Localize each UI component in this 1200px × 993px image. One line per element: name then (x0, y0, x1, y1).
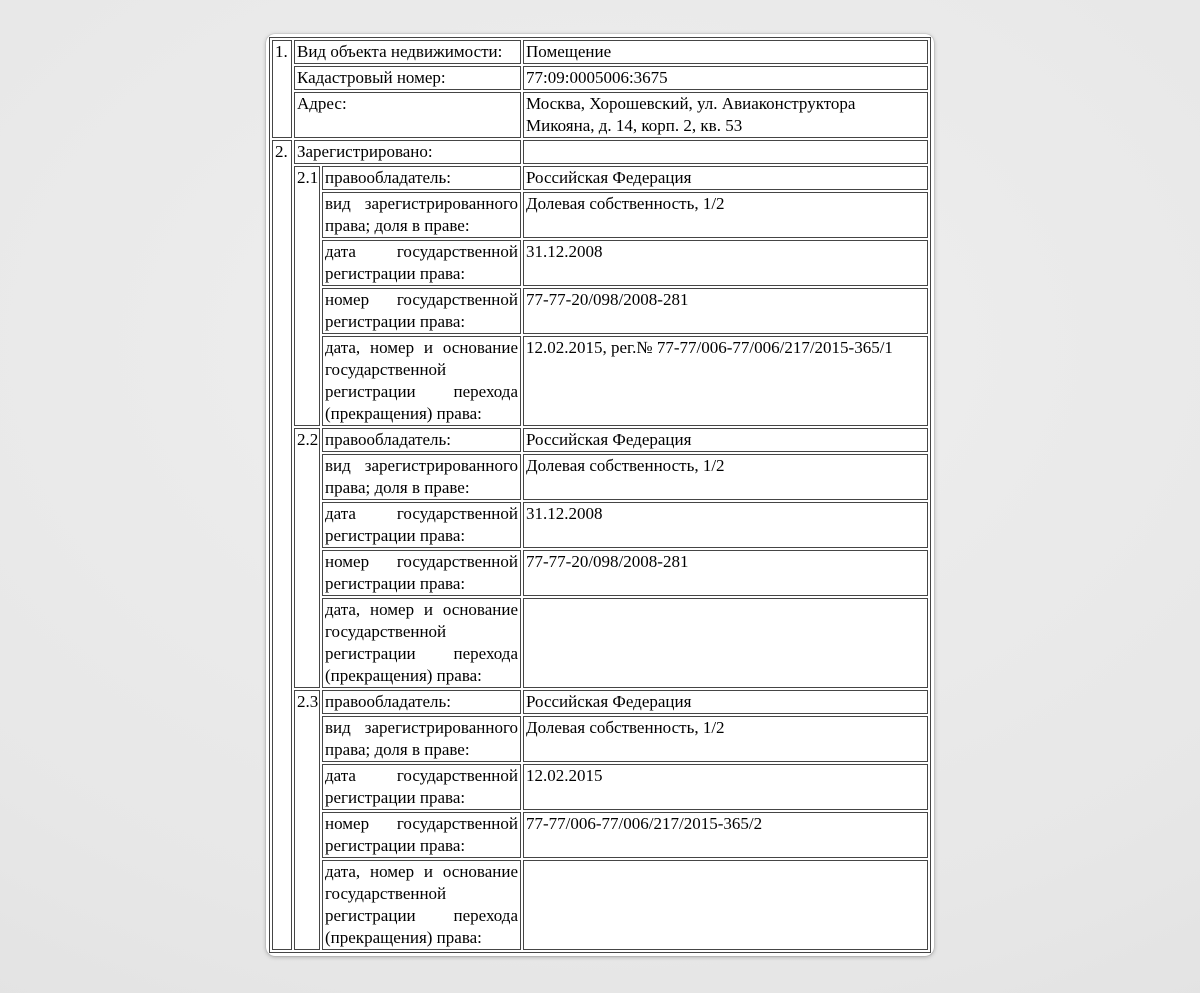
table-row (272, 40, 928, 64)
table-row (272, 860, 928, 950)
field-value-cell: Российская Федерация (523, 166, 928, 190)
field-value-cell: Долевая собственность, 1/2 (523, 716, 928, 762)
field-label-cell: номер государственной регистрации права: (322, 812, 521, 858)
table-row (272, 92, 928, 138)
subsection-number-cell: 2.2 (294, 428, 320, 688)
field-label-cell: номер государственной регистрации права: (322, 288, 521, 334)
field-value-cell (523, 860, 928, 950)
section-number-cell: 1. (272, 40, 292, 138)
table-row (272, 288, 928, 334)
field-value-cell: Долевая собственность, 1/2 (523, 454, 928, 500)
field-label-cell: дата, номер и основание государственной регистрации перехода (прекращения) права: (322, 336, 521, 426)
field-value-cell: 31.12.2008 (523, 502, 928, 548)
field-value-cell: Долевая собственность, 1/2 (523, 192, 928, 238)
field-label-cell: дата, номер и основание государственной регистрации перехода (прекращения) права: (322, 598, 521, 688)
table-row (272, 812, 928, 858)
subsection-number-cell: 2.3 (294, 690, 320, 950)
field-label-cell: Кадастровый номер: (294, 66, 521, 90)
field-value-cell: 77-77/006-77/006/217/2015-365/2 (523, 812, 928, 858)
field-value-cell: Российская Федерация (523, 690, 928, 714)
table-row (272, 502, 928, 548)
field-label-cell: правообладатель: (322, 428, 521, 452)
field-label-cell: правообладатель: (322, 690, 521, 714)
table-row (272, 550, 928, 596)
table-row (272, 336, 928, 426)
field-value-cell: Российская Федерация (523, 428, 928, 452)
document-page (266, 34, 934, 956)
table-row (272, 428, 928, 452)
field-label-cell: правообладатель: (322, 166, 521, 190)
table-row (272, 716, 928, 762)
field-label-cell: вид зарегистрированного права; доля в праве: (322, 454, 521, 500)
property-registration-table (269, 37, 931, 953)
table-row (272, 192, 928, 238)
field-value-cell: 12.02.2015 (523, 764, 928, 810)
field-label-cell: вид зарегистрированного права; доля в праве: (322, 192, 521, 238)
section-number-cell: 2. (272, 140, 292, 950)
field-label-cell: Адрес: (294, 92, 521, 138)
table-row (272, 240, 928, 286)
field-value-cell: 77-77-20/098/2008-281 (523, 550, 928, 596)
field-value-cell: 12.02.2015, рег.№ 77-77/006-77/006/217/2015-365/1 (523, 336, 928, 426)
field-value-cell: 77:09:0005006:3675 (523, 66, 928, 90)
field-value-cell: 77-77-20/098/2008-281 (523, 288, 928, 334)
field-label-cell: вид зарегистрированного права; доля в праве: (322, 716, 521, 762)
field-value-cell: Помещение (523, 40, 928, 64)
field-label-cell: дата государственной регистрации права: (322, 502, 521, 548)
field-label-cell: Зарегистрировано: (294, 140, 521, 164)
table-row (272, 764, 928, 810)
subsection-number-cell: 2.1 (294, 166, 320, 426)
field-label-cell: дата, номер и основание государственной регистрации перехода (прекращения) права: (322, 860, 521, 950)
table-row (272, 598, 928, 688)
table-row (272, 454, 928, 500)
table-row (272, 66, 928, 90)
field-label-cell: номер государственной регистрации права: (322, 550, 521, 596)
field-label-cell: дата государственной регистрации права: (322, 240, 521, 286)
field-label-cell: дата государственной регистрации права: (322, 764, 521, 810)
field-label-cell: Вид объекта недвижимости: (294, 40, 521, 64)
field-value-cell (523, 140, 928, 164)
table-row (272, 690, 928, 714)
field-value-cell: 31.12.2008 (523, 240, 928, 286)
field-value-cell (523, 598, 928, 688)
table-row (272, 166, 928, 190)
field-value-cell: Москва, Хорошевский, ул. Авиаконструктора Микояна, д. 14, корп. 2, кв. 53 (523, 92, 928, 138)
table-row (272, 140, 928, 164)
